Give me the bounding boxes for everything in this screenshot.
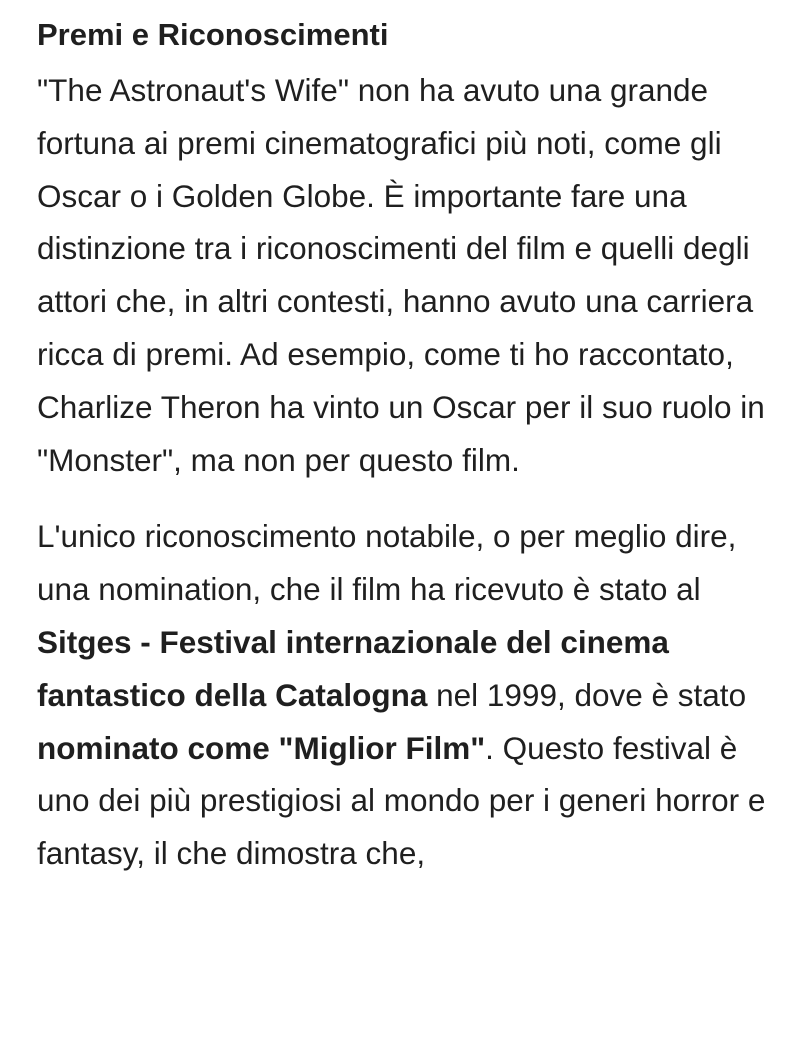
paragraph-2 (37, 510, 777, 880)
paragraph-2-text-3: . Questo festival è uno dei più prestigiosi al mondo per i generi horror e fantasy, il che dimostra che, (37, 729, 766, 872)
nomination-text: nominato come "Miglior Film" (37, 729, 486, 766)
festival-name: Sitges - Festival internazionale del cinema fantastico della Catalogna (37, 623, 669, 713)
section-heading: Premi e Riconoscimenti (37, 17, 389, 52)
paragraph-1: "The Astronaut's Wife" non ha avuto una grande fortuna ai premi cinematografici più noti, come gli Oscar o i Golden Globe. È importante fare una distinzione tra i riconoscimenti del film e quelli degli attori che, in altri contesti, hanno avuto una carriera ricca di premi. Ad esempio, come ti ho raccontato, Charlize Theron ha vinto un Oscar per il suo ruolo in "Monster", ma non per questo film. (37, 72, 765, 478)
article-section (37, 12, 777, 880)
paragraph-2-text-2: nel 1999, dove è stato (427, 676, 747, 713)
paragraph-2-text-1: L'unico riconoscimento notabile, o per meglio dire, una nomination, che il film ha ricevuto è stato al (37, 518, 737, 608)
